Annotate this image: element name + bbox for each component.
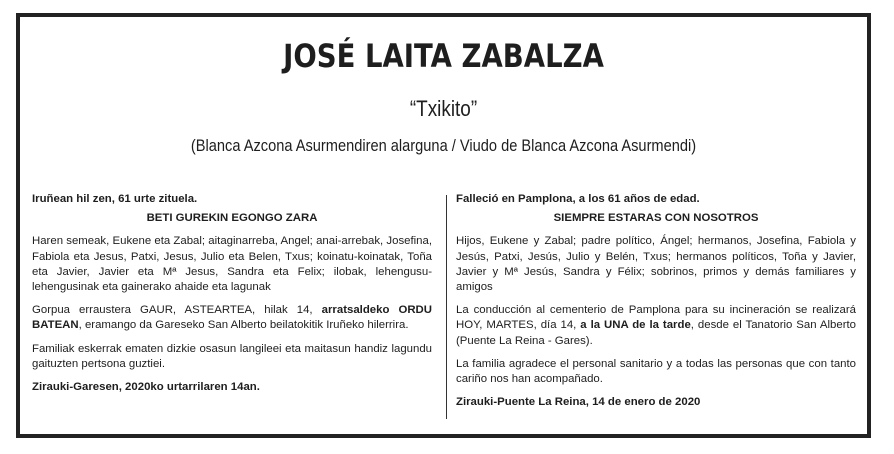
basque-ceremony-pre: Gorpua erraustera GAUR, ASTEARTEA, hilak 14, bbox=[32, 304, 322, 317]
spanish-ceremony-time: a la UNA de la tarde bbox=[580, 319, 691, 332]
basque-thanks: Familiak eskerrak ematen dizkie osasun langileei eta maitasun handiz lagundu gaituzten pertsona guztiei. bbox=[32, 342, 432, 370]
basque-family: Haren semeak, Eukene eta Zabal; aitaginarreba, Angel; anai-arrebak, Josefina, Fabiola eta Jesus, Patxi, Jesus, Julio eta Belen, Txus; koinatu-koinatak, Toña eta Javier, Javier eta Mª Jesus, Sandra eta Felix; ilobak, lehengusu-lehengusinak eta gainerako ahaide eta lagunak bbox=[32, 235, 432, 294]
spanish-family: Hijos, Eukene y Zabal; padre político, Ángel; hermanos, Josefina, Fabiola y Jesús, Patxi, Jesús, Julio y Belén, Txus; hermanos políticos, Toña y Javier, Javier y Mª Jesús, Sandra y Félix; sobrinos, primos y demás familiares y amigos bbox=[456, 235, 856, 294]
basque-signature: Zirauki-Garesen, 2020ko urtarrilaren 14an. bbox=[32, 381, 260, 394]
nickname: “Txikito” bbox=[409, 96, 478, 121]
basque-ceremony-post: , eramango da Gareseko San Alberto beilatokitik Iruñeko hilerrira. bbox=[78, 319, 409, 332]
basque-subhead: BETI GUREKIN EGONGO ZARA bbox=[146, 212, 318, 225]
widow-line: (Blanca Azcona Asurmendiren alarguna / Viudo de Blanca Azcona Asurmendi) bbox=[190, 136, 697, 155]
spanish-ceremony bbox=[456, 303, 856, 349]
spanish-column bbox=[456, 192, 856, 410]
column-divider bbox=[446, 195, 447, 419]
obituary-frame bbox=[16, 13, 871, 438]
basque-column bbox=[32, 192, 432, 395]
spanish-subhead: SIEMPRE ESTARAS CON NOSOTROS bbox=[553, 212, 759, 225]
spanish-thanks: La familia agradece el personal sanitario y a todas las personas que con tanto cariño nos han acompañado. bbox=[456, 357, 856, 386]
basque-ceremony-time: arratsaldeko ORDU BATEAN bbox=[32, 304, 433, 332]
spanish-signature: Zirauki-Puente La Reina, 14 de enero de 2020 bbox=[456, 396, 701, 409]
spanish-ceremony-post: , desde el Tanatorio San Alberto (Puente La Reina - Gares). bbox=[456, 319, 856, 347]
basque-ceremony bbox=[32, 303, 432, 333]
deceased-name: JOSÉ LAITA ZABALZA bbox=[283, 37, 604, 75]
spanish-lead: Falleció en Pamplona, a los 61 años de edad. bbox=[456, 193, 700, 205]
spanish-ceremony-pre: La conducción al cementerio de Pamplona para su incineración se realizará HOY, MARTES, día 14, bbox=[456, 304, 856, 332]
basque-lead: Iruñean hil zen, 61 urte zituela. bbox=[32, 193, 198, 205]
